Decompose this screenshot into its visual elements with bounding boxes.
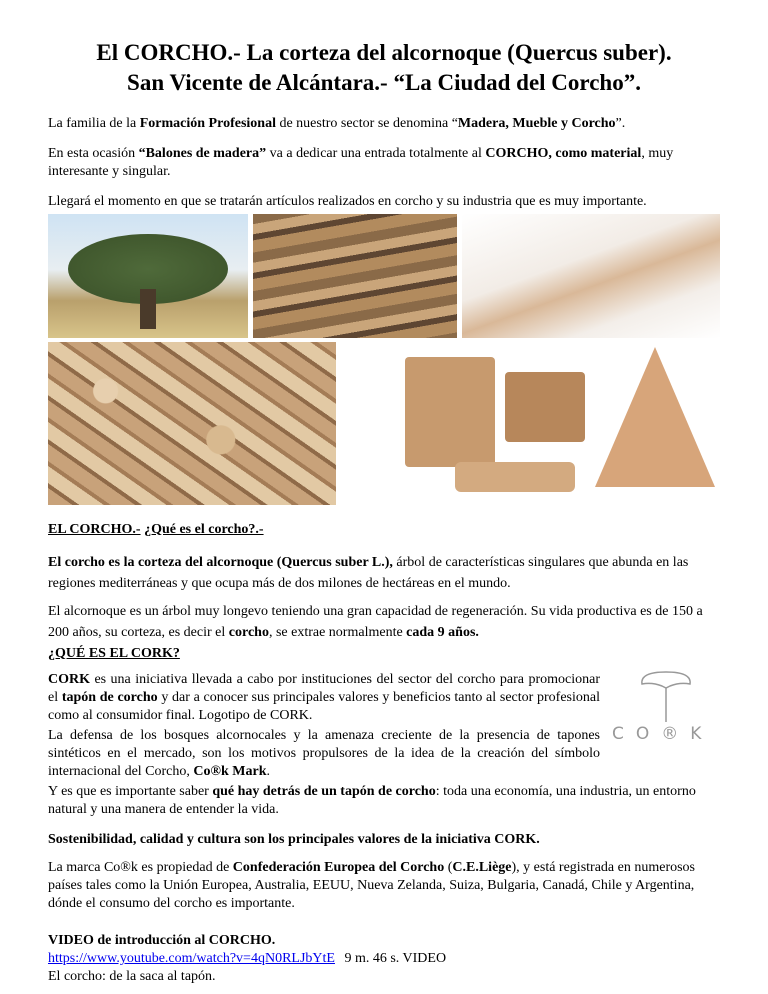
cork-logo-text: CO®K: [612, 724, 714, 744]
heading-question: ¿Qué es el corcho?.-: [144, 522, 264, 537]
bold-text: Formación Profesional: [139, 116, 276, 131]
text-segment: Llegará el momento en que se tratarán artículos realizados en corcho y su industria que es muy importante.: [48, 194, 647, 209]
cork-mark-paragraph: [48, 859, 720, 913]
intro-paragraph-2: [48, 145, 720, 181]
text-segment: La defensa de los bosques alcornocales y la amenaza creciente de la presencia de tapones sintéticos en el mercado, son los motivos propulsores de la idea de la creación del símbolo internacional del Corcho,: [48, 728, 600, 779]
text-segment: La familia de la: [48, 116, 140, 131]
bold-text: tapón de corcho: [61, 690, 158, 705]
text-segment: ), y está registrada en numerosos países tales como la Unión Europea, Australia, EEUU, Nueva Zelanda, Suiza, Bulgaria, Canadá, Chile y Argentina, dónde el consumo del corcho es importante.: [48, 860, 695, 911]
title-line-1: El CORCHO.- La corteza del alcornoque (Quercus suber).: [96, 40, 672, 65]
text-segment: , muy interesante y singular.: [48, 146, 674, 179]
bold-text: Madera, Mueble y Corcho: [457, 116, 616, 131]
page-title: [0, 38, 768, 98]
text-segment: va a dedicar una entrada totalmente al: [266, 146, 486, 161]
text-segment: : toda una economía, una industria, un entorno natural y una manera de entender la vida.: [48, 784, 696, 817]
cork-initiative-paragraph: [48, 671, 600, 725]
text-segment: .: [266, 764, 270, 779]
section-heading-corcho: [48, 521, 720, 539]
video-heading: VIDEO de introducción al CORCHO.: [48, 933, 276, 948]
heading-prefix: EL CORCHO.-: [48, 522, 141, 537]
intro-paragraph-3: [48, 193, 720, 211]
text-segment: y dar a conocer sus principales valores y beneficios tanto al sector profesional como al consumidor final. Logotipo de CORK.: [48, 690, 600, 723]
text-segment: Y es que es importante saber: [48, 784, 213, 799]
bold-text: CORCHO, como material: [485, 146, 642, 161]
video-line: [48, 950, 720, 968]
text-segment: árbol de características singulares que abunda en las regiones mediterráneas y que ocupa más de dos milones de hectáreas en el mundo.: [48, 555, 689, 591]
bold-text: El corcho es la corteza del alcornoque (Quercus suber L.),: [48, 555, 393, 570]
alcornoque-paragraph: [48, 601, 720, 643]
bold-text: corcho: [228, 625, 269, 640]
intro-paragraph: [48, 115, 720, 133]
stacked-cork-bark-image: [253, 214, 457, 338]
section-heading-cork: ¿QUÉ ES EL CORK?: [48, 646, 180, 661]
video-caption: El corcho: de la saca al tapón.: [48, 969, 216, 984]
tapon-paragraph: [48, 783, 720, 819]
corcho-definition-paragraph: [48, 552, 720, 594]
wine-corks-pile-image: [48, 342, 336, 505]
bold-text: cada 9 años.: [406, 625, 479, 640]
text-segment: de nuestro sector se denomina “: [275, 116, 458, 131]
bold-text: qué hay detrás de un tapón de corcho: [212, 784, 436, 799]
cork-oak-tree-image: [48, 214, 248, 338]
text-segment: En esta ocasión: [48, 146, 139, 161]
text-segment: ”.: [615, 116, 626, 131]
video-duration: 9 m. 46 s. VIDEO: [344, 951, 447, 966]
bold-text: Sostenibilidad, calidad y cultura son los principales valores de la iniciativa CORK.: [48, 832, 540, 847]
cork-products-bags-umbrella-image: [395, 342, 720, 505]
bold-text: C.E.Liège: [452, 860, 512, 875]
text-segment: es una iniciativa llevada a cabo por instituciones del sector del corcho para promocionar el: [48, 672, 600, 705]
text-segment: , se extrae normalmente: [268, 625, 407, 640]
values-statement: [48, 831, 720, 849]
bold-text: Co®k Mark: [193, 764, 267, 779]
cork-logo: [600, 660, 720, 760]
text-segment: El alcornoque es un árbol muy longevo teniendo una gran capacidad de regeneración. Su vida productiva es de 150 a 200 años, su corteza, es decir el: [48, 604, 703, 640]
text-segment: (: [444, 860, 453, 875]
bold-text: Confederación Europea del Corcho: [232, 860, 445, 875]
text-segment: La marca Co®k es propiedad de: [48, 860, 233, 875]
cork-strip-stoppers-image: [462, 214, 720, 338]
bold-text: CORK: [48, 672, 90, 687]
title-line-2: San Vicente de Alcántara.- “La Ciudad del Corcho”.: [127, 70, 641, 95]
cork-defense-paragraph: [48, 727, 600, 781]
video-link[interactable]: https://www.youtube.com/watch?v=4qN0RLJbYtE: [48, 951, 335, 966]
corkscrew-icon: [600, 660, 720, 760]
bold-text: “Balones de madera”: [138, 146, 267, 161]
